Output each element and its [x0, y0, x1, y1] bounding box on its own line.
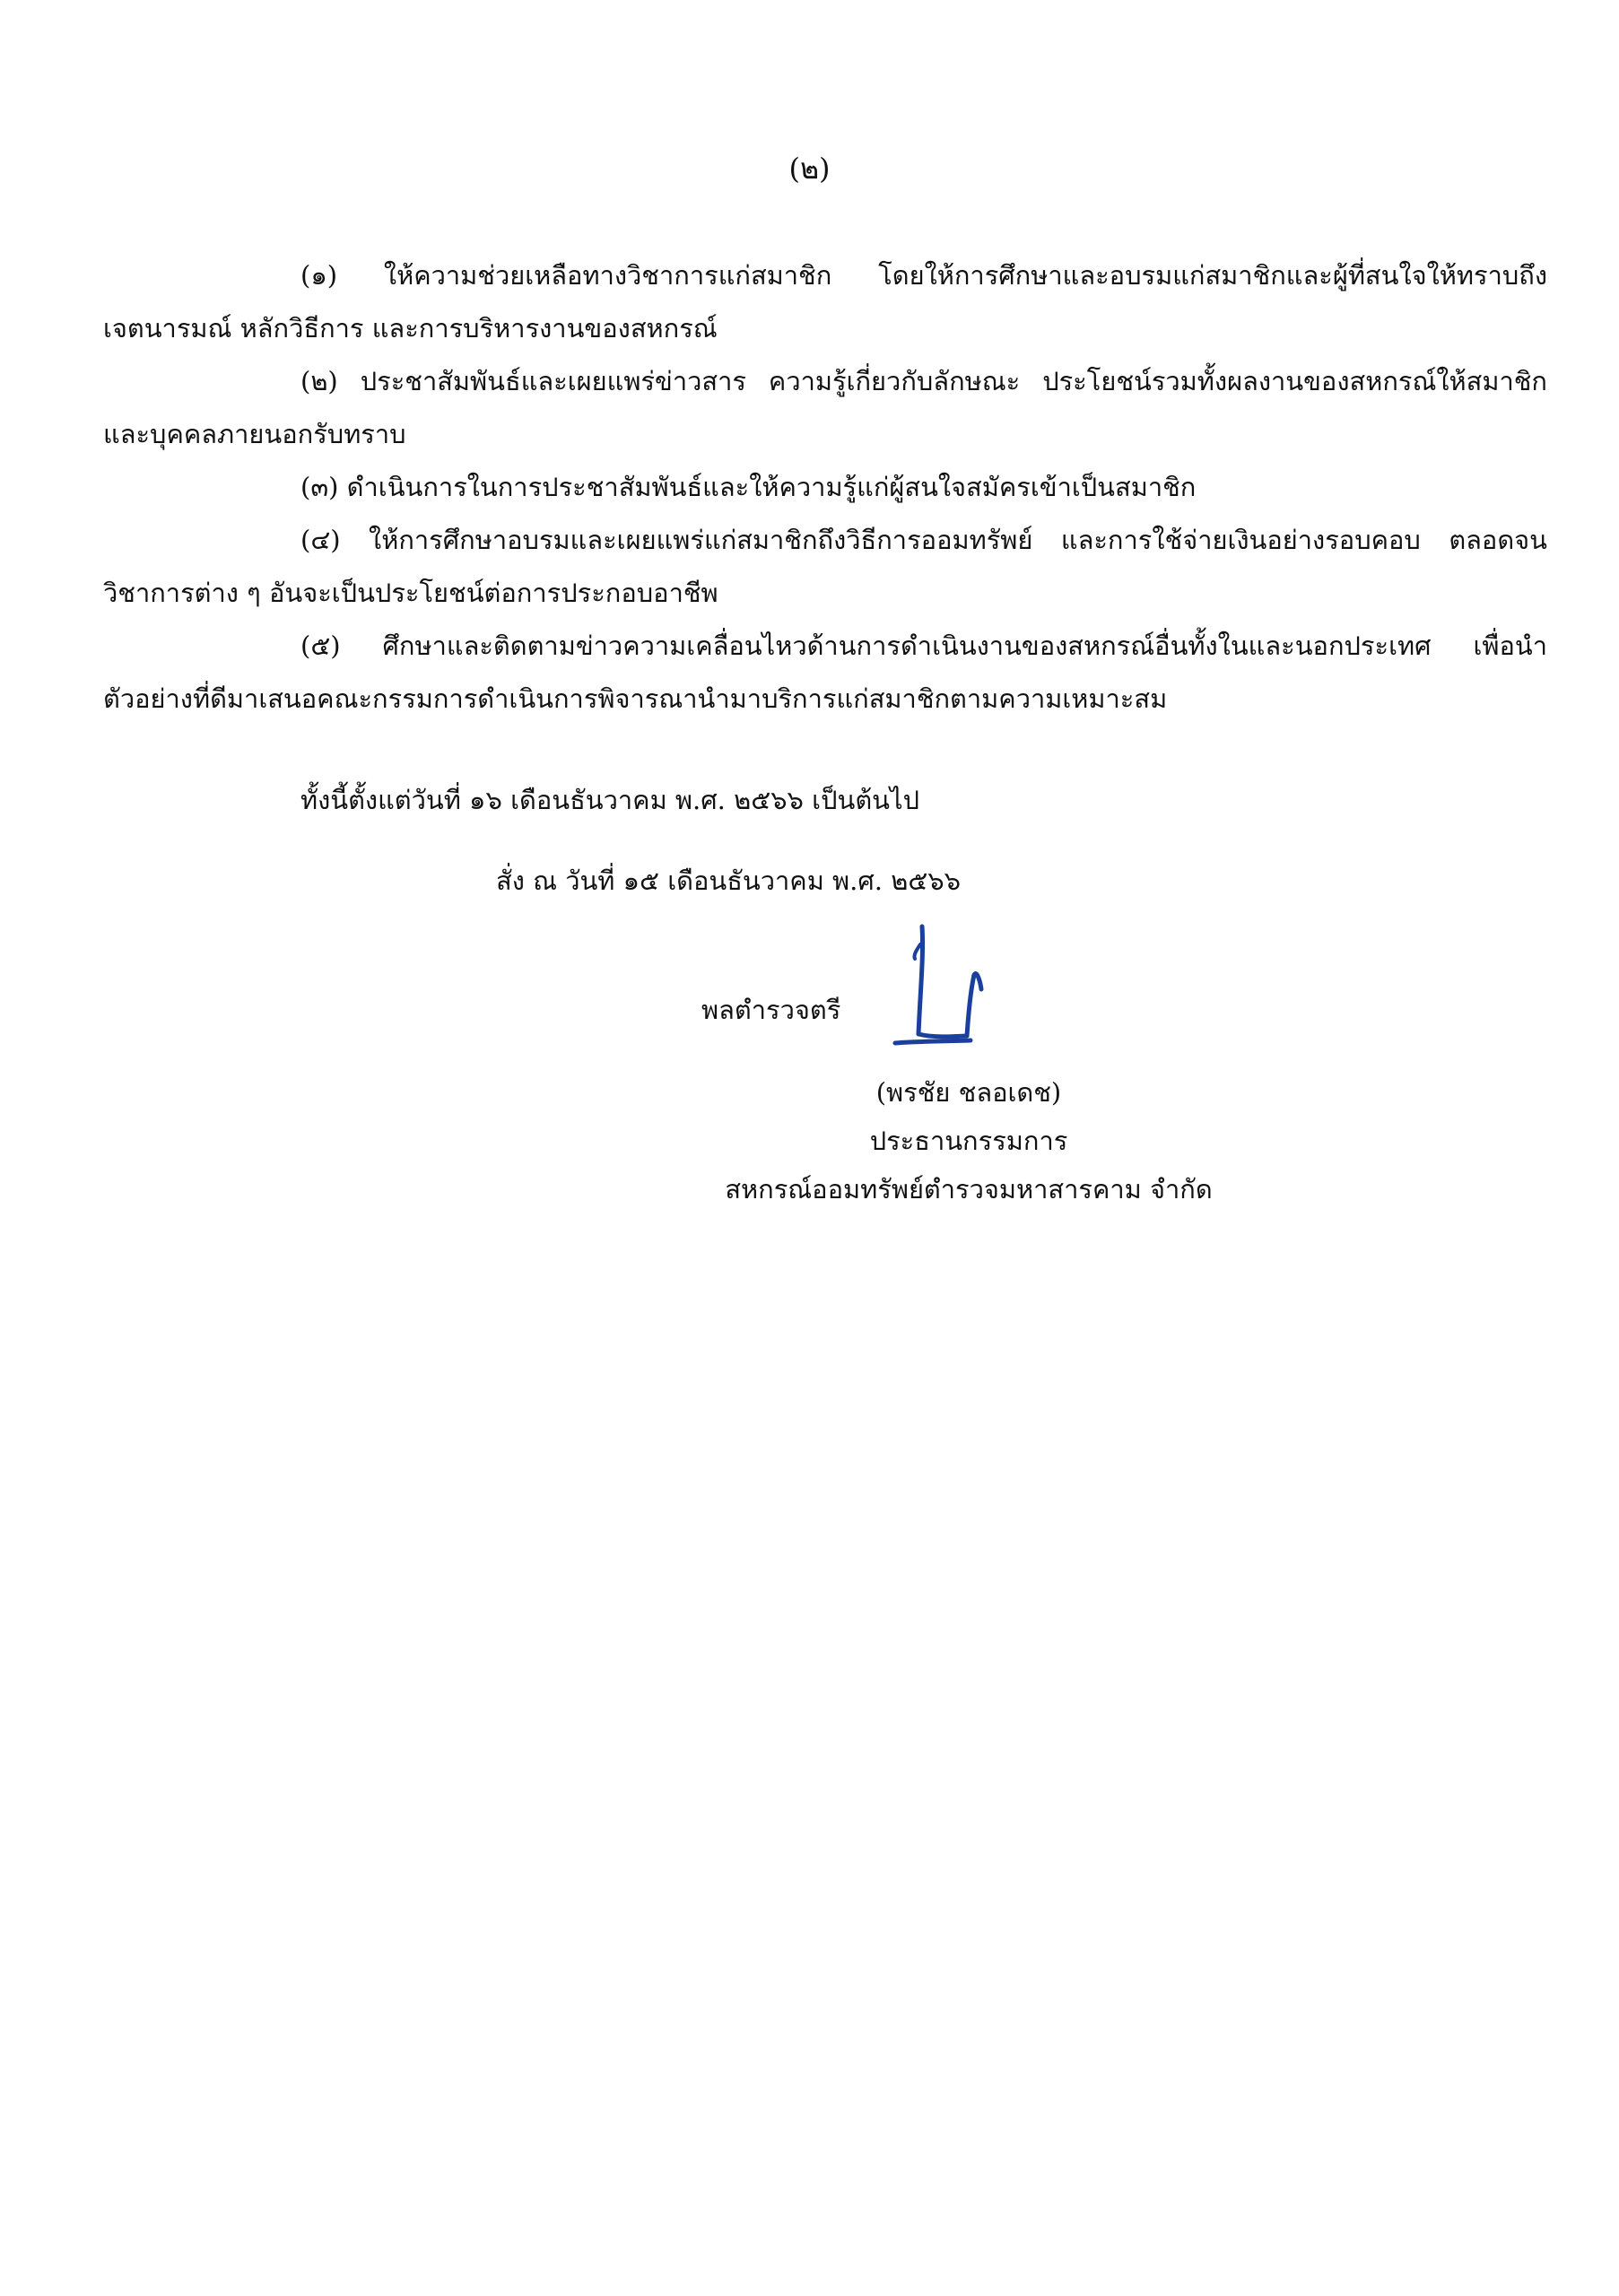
effective-date: ทั้งนี้ตั้งแต่วันที่ ๑๖ เดือนธันวาคม พ.ศ. ๒๕๖๖ เป็นต้นไป — [300, 785, 919, 815]
duties-list — [103, 249, 1547, 726]
duty-item-3: (๓) ดำเนินการในการประชาสัมพันธ์และให้ความรู้แก่ผู้สนใจสมัครเข้าเป็นสมาชิก — [300, 472, 1197, 502]
signatory-position: ประธานกรรมการ — [869, 1126, 1068, 1156]
duty-item-5: (๕) ศึกษาและติดตามข่าวความเคลื่อนไหวด้านการดำเนินงานของสหกรณ์อื่นทั้งในและนอกประเทศ เพื่อนำตัวอย่างที่ดีมาเสนอคณะกรรมการดำเนินการพิจารณานำมาบริการแก่สมาชิกตามความเหมาะสม — [103, 631, 1547, 714]
signatory-name: (พรชัย ชลอเดช) — [875, 1077, 1062, 1108]
duty-item-2: (๒) ประชาสัมพันธ์และเผยแพร่ข่าวสาร ความรู้เกี่ยวกับลักษณะ ประโยชน์รวมทั้งผลงานของสหกรณ์ให้สมาชิกและบุคคลภายนอกรับทราบ — [103, 366, 1547, 449]
duty-item-1: (๑) ให้ความช่วยเหลือทางวิชาการแก่สมาชิก โดยให้การศึกษาและอบรมแก่สมาชิกและผู้ที่สนใจให้ทราบถึงเจตนารมณ์ หลักวิธีการ และการบริหารงานของสหกรณ์ — [103, 260, 1547, 344]
order-date: สั่ง ณ วันที่ ๑๕ เดือนธันวาคม พ.ศ. ๒๕๖๖ — [496, 865, 962, 896]
signatory-rank: พลตำรวจตรี — [701, 995, 841, 1025]
page-number: (๒) — [788, 152, 831, 186]
signatory-organization: สหกรณ์ออมทรัพย์ตำรวจมหาสารคาม จำกัด — [725, 1174, 1213, 1205]
duty-item-4: (๔) ให้การศึกษาอบรมและเผยแพร่แก่สมาชิกถึงวิธีการออมทรัพย์ และการใช้จ่ายเงินอย่างรอบคอบ ตลอดจนวิชาการต่าง ๆ อันจะเป็นประโยชน์ต่อการประกอบอาชีพ — [103, 525, 1547, 608]
signature-mark — [888, 919, 996, 1054]
